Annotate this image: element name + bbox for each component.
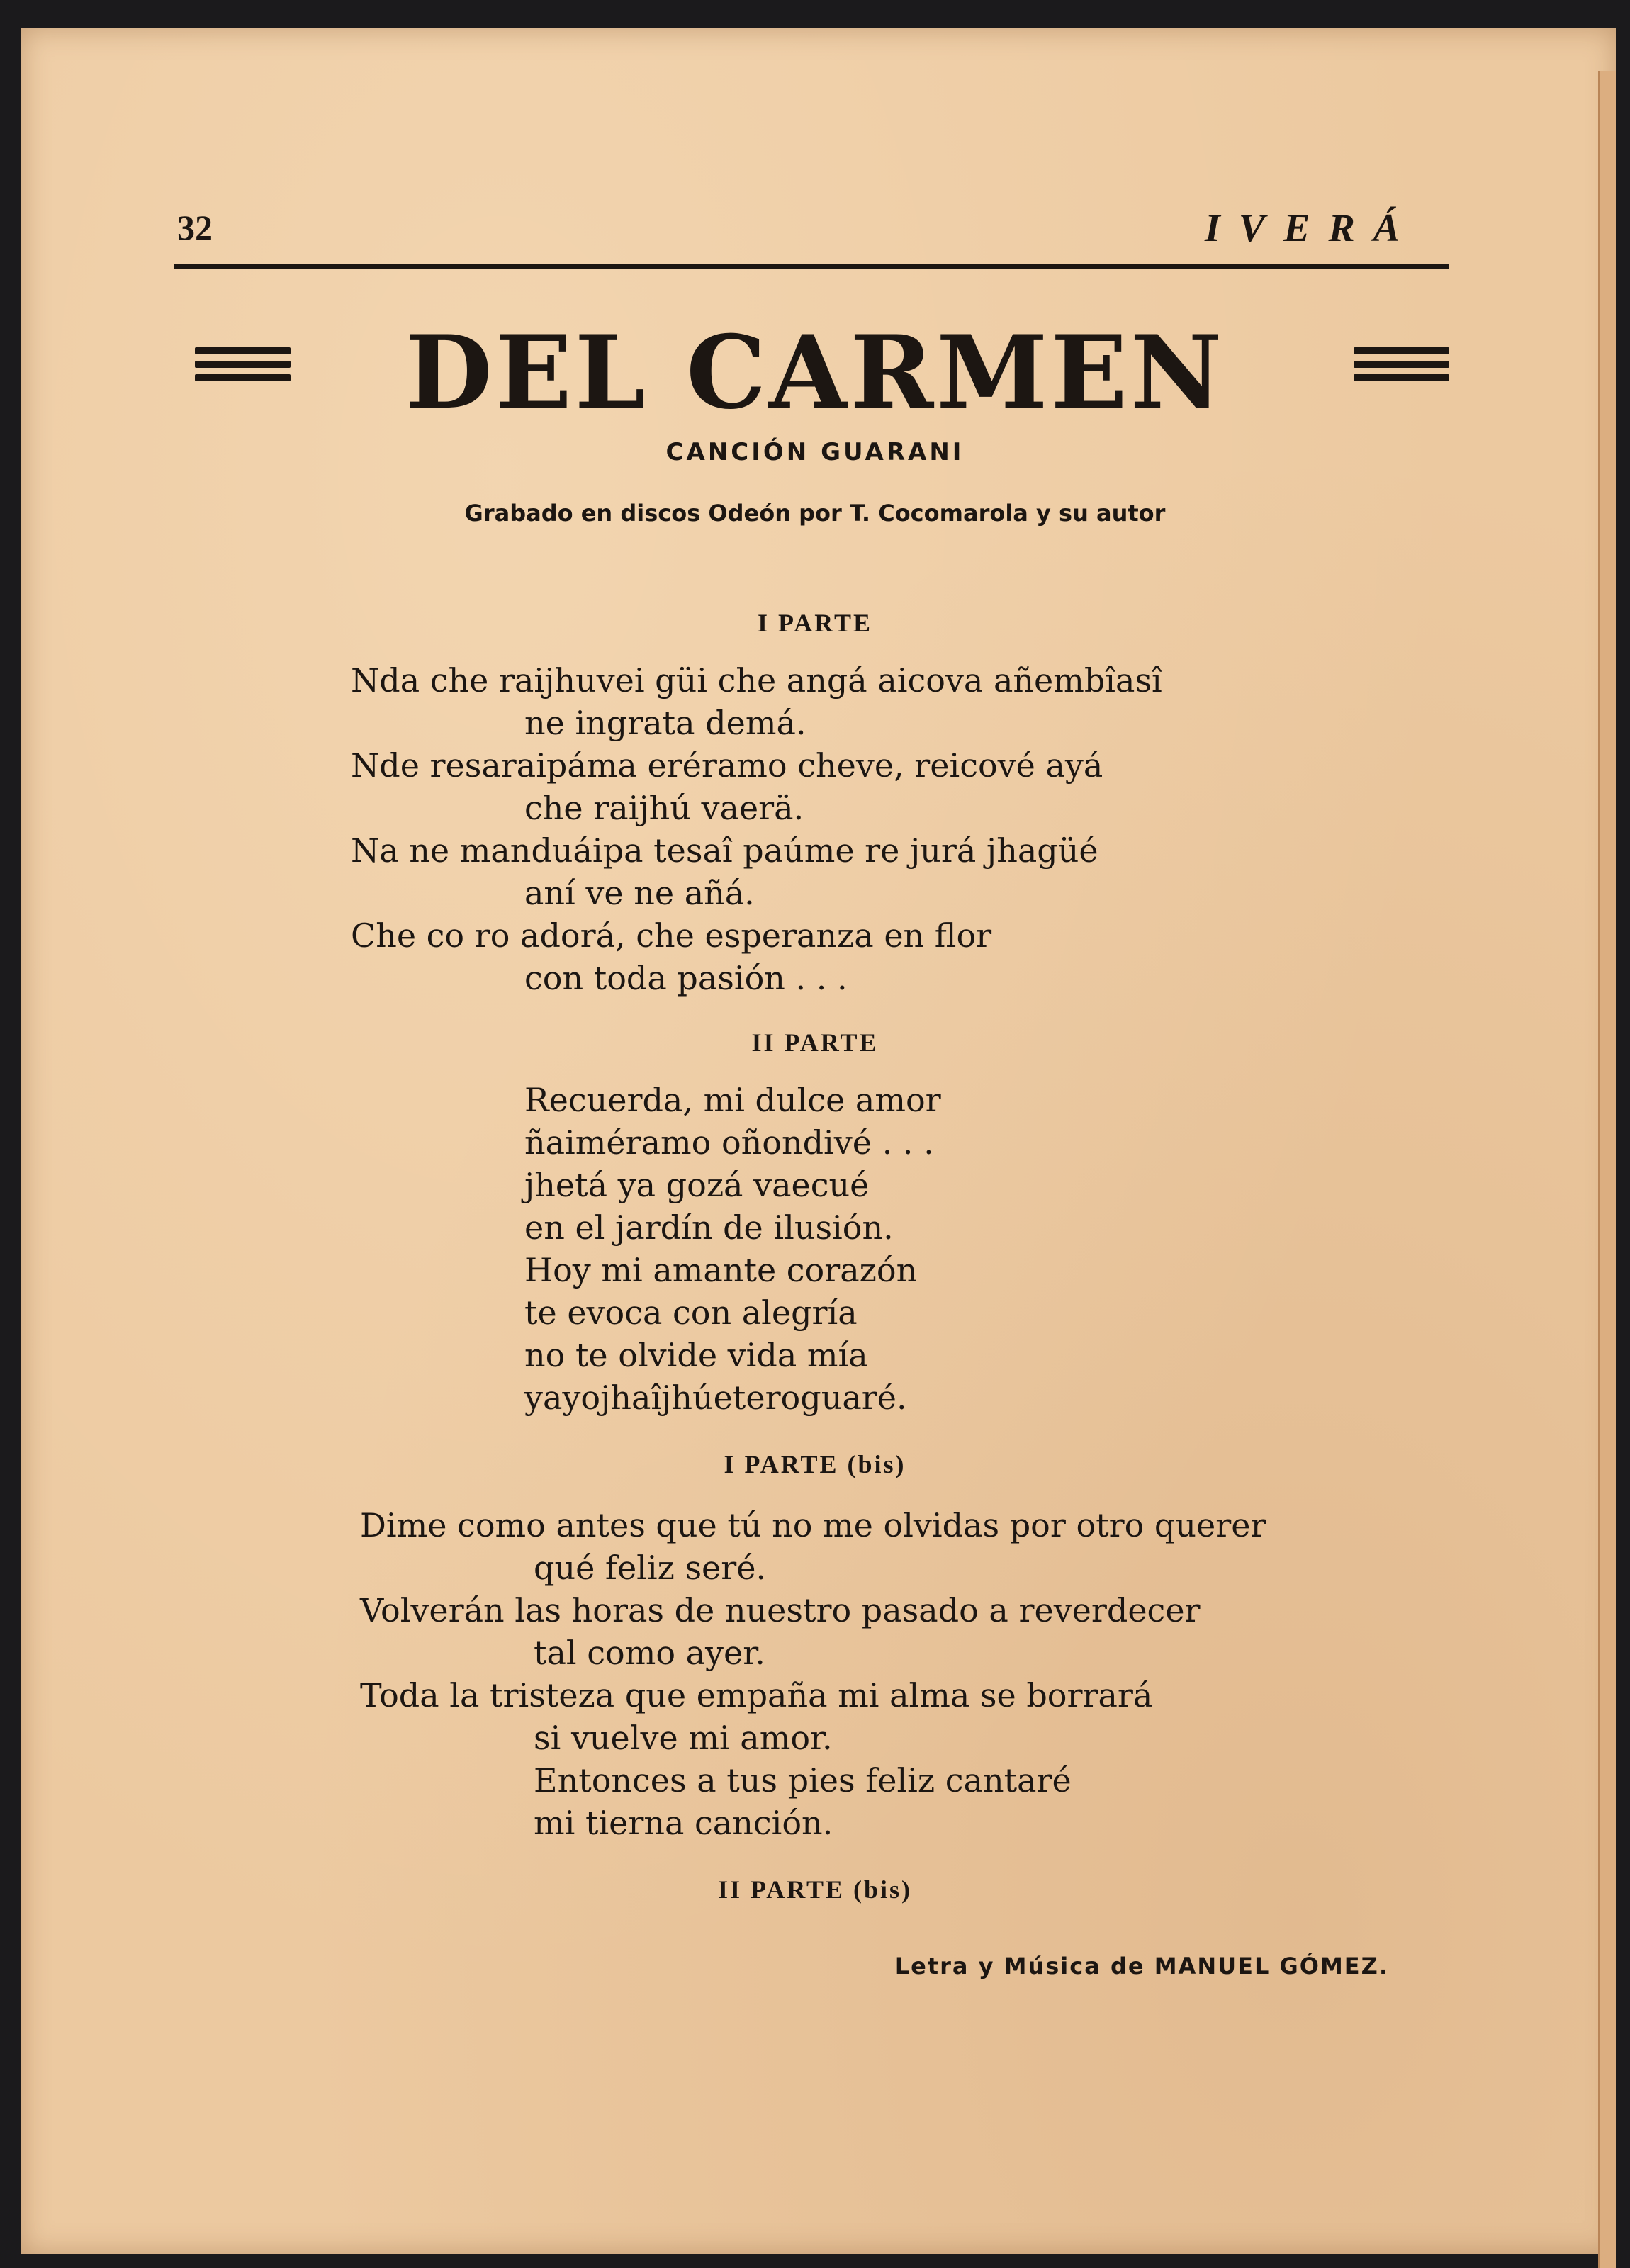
song-title: DEL CARMEN <box>405 314 1225 432</box>
verse-line: Nda che raijhuvei güi che angá aicova añembîasî <box>351 661 1162 700</box>
verse-line: Dime como antes que tú no me olvidas por otro querer <box>360 1506 1266 1544</box>
verse-line: si vuelve mi amor. <box>534 1719 833 1757</box>
verse-block <box>360 1504 1266 1844</box>
magazine-title: IVERÁ <box>1205 206 1419 250</box>
page-number: 32 <box>177 208 213 247</box>
verse-line: en el jardín de ilusión. <box>524 1208 894 1247</box>
verse-line: mi tierna canción. <box>534 1804 833 1842</box>
verse-line: no te olvide vida mía <box>524 1336 868 1374</box>
verse-line: Na ne manduáipa tesaî paúme re jurá jhagüé <box>351 831 1098 870</box>
section-heading: II PARTE <box>751 1028 879 1057</box>
section-heading: II PARTE (bis) <box>717 1875 913 1904</box>
song-subtitle: CANCIÓN GUARANI <box>665 438 965 466</box>
verse-line: Nde resaraipáma eréramo cheve, reicové ayá <box>351 746 1103 785</box>
verse-line: jhetá ya gozá vaecué <box>524 1166 870 1204</box>
verse-line: con toda pasión . . . <box>524 959 848 997</box>
verse-line: ñaiméramo oñondivé . . . <box>524 1123 934 1162</box>
section-heading: I PARTE <box>757 609 873 637</box>
verse-line: che raijhú vaerä. <box>524 789 804 827</box>
verse-line: Che co ro adorá, che esperanza en flor <box>351 916 992 955</box>
verse-line: qué feliz seré. <box>534 1549 767 1587</box>
verse-line: te evoca con alegría <box>524 1293 858 1332</box>
verse-line: Toda la tristeza que empaña mi alma se borrará <box>360 1676 1153 1714</box>
verse-block <box>524 1079 941 1419</box>
verse-line: Volverán las horas de nuestro pasado a reverdecer <box>360 1591 1201 1629</box>
page-edge <box>1598 71 1616 2268</box>
verse-block <box>351 659 1162 999</box>
verse-line: yayojhaîjhúeteroguaré. <box>524 1379 907 1417</box>
section-heading: I PARTE (bis) <box>724 1450 906 1478</box>
recording-note: Grabado en discos Odeón por T. Cocomarola y su autor <box>464 500 1166 527</box>
header-rule <box>174 264 1449 269</box>
author-credit: Letra y Música de MANUEL GÓMEZ. <box>894 1953 1389 1980</box>
verse-line: Entonces a tus pies feliz cantaré <box>534 1761 1072 1800</box>
verse-line: Hoy mi amante corazón <box>524 1251 918 1289</box>
verse-line: tal como ayer. <box>534 1634 765 1672</box>
verse-line: aní ve ne añá. <box>524 874 755 912</box>
verse-line: ne ingrata demá. <box>524 704 806 742</box>
verse-line: Recuerda, mi dulce amor <box>524 1081 941 1119</box>
